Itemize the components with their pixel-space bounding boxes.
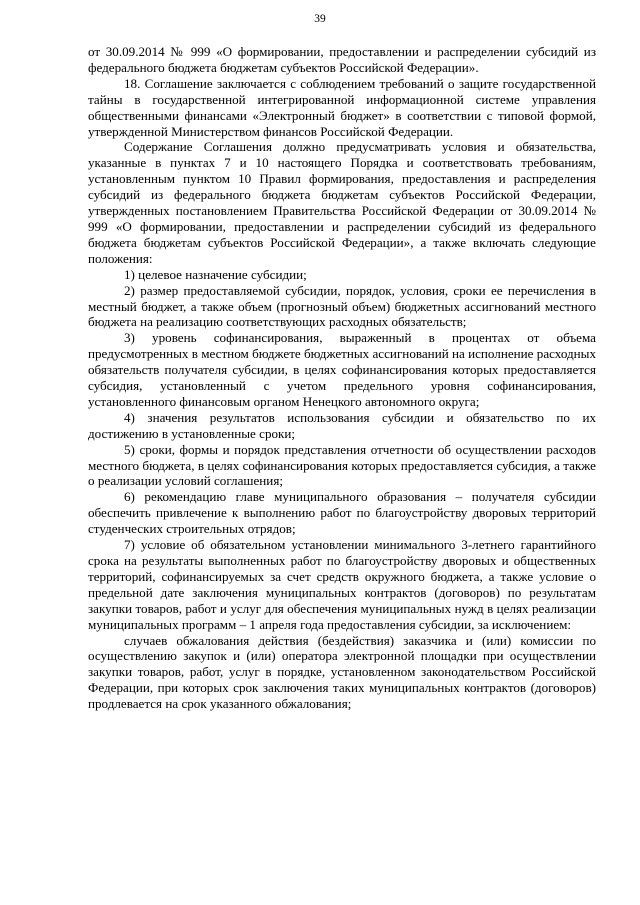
list-item-4: 4) значения результатов использования субсидии и обязательство по их достижению в установленные сроки;	[88, 409, 596, 441]
list-item-5: 5) сроки, формы и порядок представления отчетности об осуществлении расходов местного бюджета, в целях софинансирования которых предоставляется субсидия, а также о реализации условий соглашения;	[88, 441, 596, 489]
page-number: 39	[314, 13, 326, 25]
paragraph-exception-appeal: случаев обжалования действия (бездействия) заказчика и (или) комиссии по осуществлению закупок и (или) оператора электронной площадки при осуществлении закупки товаров, работ, услуг в порядке, установленном законодательством Российской Федерации, при которых срок заключения таких муниципальных контрактов (договоров) продлевается на срок указанного обжалования;	[88, 632, 596, 712]
list-item-6: 6) рекомендацию главе муниципального образования – получателя субсидии обеспечить привлечение к выполнению работ по благоустройству дворовых территорий студенческих строительных отрядов;	[88, 489, 596, 537]
list-item-1: 1) целевое назначение субсидии;	[124, 266, 307, 282]
list-item-3: 3) уровень софинансирования, выраженный в процентах от объема предусмотренных в местном бюджете бюджетных ассигнований на исполнение расходных обязательств получателя субсидии, в целях софинансирования которых предоставляется субсидия, установленный с учетом предельного уровня софинансирования, установленного финансовым органом Ненецкого автономного округа;	[88, 330, 596, 409]
list-item-2: 2) размер предоставляемой субсидии, порядок, условия, сроки ее перечисления в местный бюджет, а также объем (прогнозный объем) бюджетных ассигнований местного бюджета на реализацию соответствующих расходных обязательств;	[88, 282, 596, 330]
paragraph-clause-18: 18. Соглашение заключается с соблюдением требований о защите государственной тайны в государственной интегрированной информационной системе управления общественными финансами «Электронный бюджет» в соответствии с типовой формой, утвержденной Министерством финансов Российской Федерации.	[88, 75, 596, 139]
paragraph-agreement-content: Содержание Соглашения должно предусматривать условия и обязательства, указанные в пунктах 7 и 10 настоящего Порядка и соответствовать требованиям, установленным пунктом 10 Правил формирования, предоставления и распределения субсидий из федерального бюджета бюджетам субъектов Российской Федерации, утвержденных постановлением Правительства Российской Федерации от 30.09.2014 № 999 «О формировании, предоставлении и распределении субсидий из федерального бюджета бюджетам субъектов Российской Федерации», а также включать следующие положения:	[88, 139, 596, 266]
list-item-7: 7) условие об обязательном установлении минимального 3-летнего гарантийного срока на результаты выполненных работ по благоустройству дворовых и общественных территорий, софинансируемых за счет средств окружного бюджета, а также условие о предельной дате заключения муниципальных контрактов (договоров) по результатам закупки товаров, работ и услуг для обеспечения муниципальных нужд в целях реализации муниципальных программ – 1 апреля года предоставления субсидии, за исключением:	[88, 537, 596, 632]
paragraph-continuation: от 30.09.2014 № 999 «О формировании, предоставлении и распределении субсидий из федерального бюджета бюджетам субъектов Российской Федерации».	[88, 44, 596, 75]
document-body	[88, 44, 596, 712]
